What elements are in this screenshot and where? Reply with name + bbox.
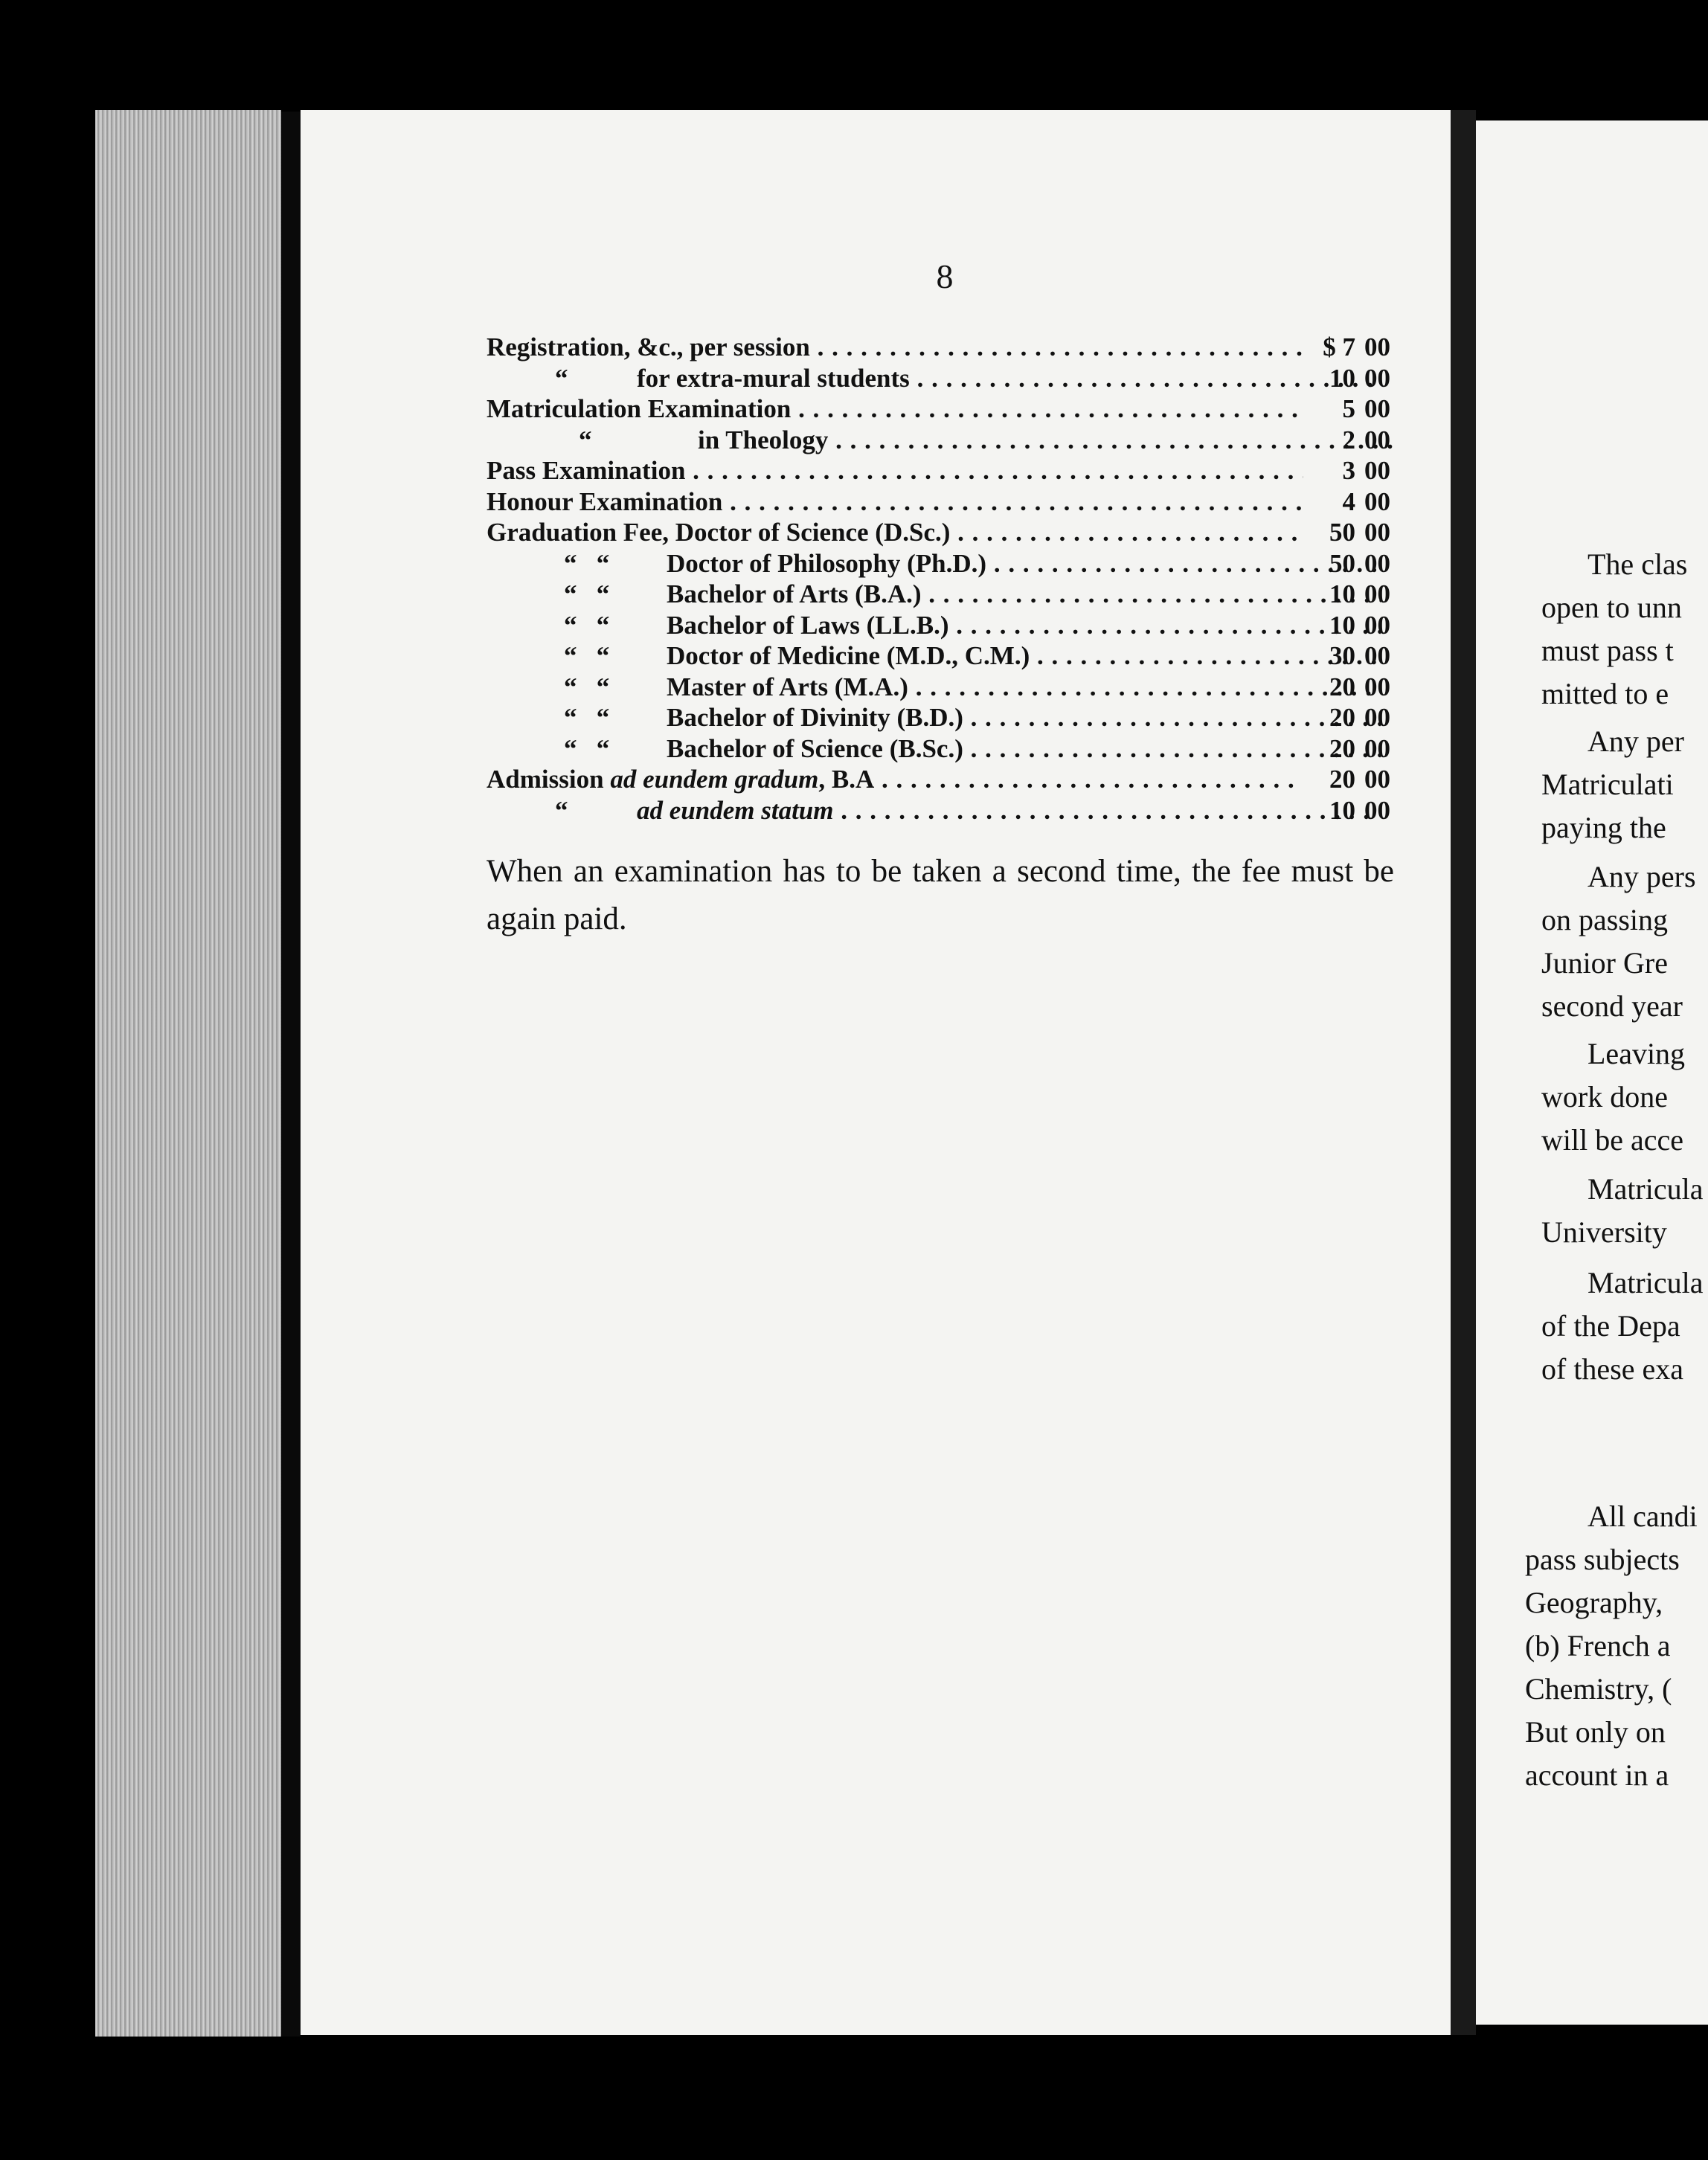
fee-label xyxy=(487,640,1381,672)
ditto-mark: “ xyxy=(555,363,568,393)
fee-cents: 00 xyxy=(1364,518,1390,547)
fee-dollars: 10 xyxy=(1329,579,1355,608)
ditto-mark: “ “ xyxy=(564,733,610,763)
right-page-line: open to unn xyxy=(1541,591,1682,624)
right-page-line: on passing xyxy=(1541,903,1668,936)
fee-label xyxy=(487,517,1303,548)
right-page-line: The clas xyxy=(1587,547,1688,581)
right-page-line: Matricula xyxy=(1587,1266,1704,1299)
right-page-line: of these exa xyxy=(1541,1352,1684,1386)
fee-dollars: 10 xyxy=(1329,795,1355,825)
fee-note: When an examination has to be taken a second time, the fee must be again paid. xyxy=(487,854,1394,936)
right-page-line: All candi xyxy=(1587,1500,1698,1533)
ditto-mark: “ “ xyxy=(564,610,610,640)
fee-label-text: Pass Examination xyxy=(487,456,686,485)
fee-label-text: Honour Examination xyxy=(487,486,723,516)
fee-cents: 00 xyxy=(1364,641,1390,670)
right-page-line: second year xyxy=(1541,989,1683,1023)
fee-dollars: 20 xyxy=(1329,672,1355,701)
fee-row xyxy=(487,548,1394,579)
fee-row xyxy=(487,610,1394,641)
fee-cents: 00 xyxy=(1364,610,1390,640)
fee-cents: 00 xyxy=(1364,795,1390,825)
right-page-line: Matricula xyxy=(1587,1172,1704,1206)
fee-label xyxy=(487,393,1303,425)
fee-cents: 00 xyxy=(1364,765,1390,794)
fee-label xyxy=(487,764,1303,795)
right-page-line: But only on xyxy=(1525,1715,1666,1749)
right-page-line: mitted to e xyxy=(1541,677,1669,710)
fee-label-text: for extra-mural students xyxy=(637,363,910,393)
fee-row xyxy=(487,764,1394,795)
fee-label-text: in Theology xyxy=(698,425,829,454)
fee-dollars: 5 xyxy=(1342,394,1355,423)
right-page-line: (b) French a xyxy=(1525,1629,1671,1662)
right-page-line: University xyxy=(1541,1215,1667,1249)
right-page-line: Junior Gre xyxy=(1541,946,1668,980)
right-page-line: Geography, xyxy=(1525,1586,1663,1619)
fee-label-text: Bachelor of Divinity (B.D.) xyxy=(667,703,963,732)
fee-label xyxy=(487,579,1381,610)
fee-label xyxy=(487,733,1381,765)
fee-dollars: 10 xyxy=(1329,363,1355,393)
fee-row xyxy=(487,363,1394,394)
right-page-line: Any pers xyxy=(1587,860,1696,893)
fee-label xyxy=(487,702,1381,733)
right-page-line: Chemistry, ( xyxy=(1525,1672,1672,1706)
fee-row xyxy=(487,455,1394,486)
fee-dollars: 3 xyxy=(1342,456,1355,485)
fee-dollars: 20 xyxy=(1329,703,1355,732)
fee-cents: 00 xyxy=(1364,548,1390,578)
fee-label xyxy=(487,548,1381,579)
right-page-line: must pass t xyxy=(1541,634,1674,667)
fee-row xyxy=(487,517,1394,548)
fee-row xyxy=(487,795,1394,826)
fee-dollars: 50 xyxy=(1329,548,1355,578)
fee-label xyxy=(487,610,1381,641)
fee-cents: 00 xyxy=(1364,332,1390,361)
fee-label-italic: ad eundem statum xyxy=(637,795,834,825)
fee-cents: 00 xyxy=(1364,733,1390,763)
fee-label-text: Bachelor of Laws (LL.B.) xyxy=(667,610,949,640)
fee-label-text: Registration, &c., per session xyxy=(487,332,810,361)
fee-dollars: 2 xyxy=(1342,425,1355,454)
ditto-mark: “ xyxy=(579,425,592,454)
ditto-mark: “ xyxy=(555,795,568,825)
fee-row xyxy=(487,640,1394,672)
fee-cents: 00 xyxy=(1364,456,1390,485)
fee-cents: 00 xyxy=(1364,486,1390,516)
right-page-line: of the Depa xyxy=(1541,1309,1680,1343)
page-border xyxy=(281,112,301,2037)
fee-label xyxy=(487,795,1372,826)
fee-label xyxy=(487,486,1303,518)
fee-label xyxy=(487,425,1396,456)
fee-label-text: Bachelor of Science (B.Sc.) xyxy=(667,733,963,763)
fee-label xyxy=(487,672,1381,703)
fee-cents: 00 xyxy=(1364,394,1390,423)
fee-label-text: Master of Arts (M.A.) xyxy=(667,672,908,701)
right-page-line: paying the xyxy=(1541,811,1666,844)
ditto-mark: “ “ xyxy=(564,641,610,670)
book-gutter xyxy=(1451,110,1476,2035)
right-page-line: Leaving xyxy=(1587,1037,1686,1070)
ditto-mark: “ “ xyxy=(564,672,610,701)
fee-cents: 00 xyxy=(1364,703,1390,732)
right-page-line: Matriculati xyxy=(1541,768,1674,801)
fee-cents: 00 xyxy=(1364,672,1390,701)
fee-dollars: 20 xyxy=(1329,765,1355,794)
right-page-line: pass subjects xyxy=(1525,1543,1680,1576)
fee-dollars: 10 xyxy=(1329,610,1355,640)
fee-row xyxy=(487,393,1394,425)
fee-label-text: Graduation Fee, Doctor of Science (D.Sc.) xyxy=(487,518,951,547)
fee-row xyxy=(487,733,1394,765)
right-page-line: Any per xyxy=(1587,724,1684,758)
fee-label-text: Matriculation Examination xyxy=(487,394,792,423)
fee-label-text: Admission xyxy=(487,765,611,794)
right-page-line: work done xyxy=(1541,1080,1668,1113)
right-page-line: will be acce xyxy=(1541,1123,1683,1157)
fee-schedule-table xyxy=(487,332,1394,826)
fee-label xyxy=(487,363,1372,394)
ditto-mark: “ “ xyxy=(564,579,610,608)
right-page xyxy=(1476,120,1708,2025)
fee-cents: 00 xyxy=(1364,579,1390,608)
fee-label-text: Doctor of Medicine (M.D., C.M.) xyxy=(667,641,1030,670)
fee-dollars: 4 xyxy=(1342,486,1355,516)
fee-row xyxy=(487,425,1394,456)
fee-row xyxy=(487,579,1394,610)
fee-label xyxy=(487,332,1303,363)
fee-row xyxy=(487,486,1394,518)
ditto-mark: “ “ xyxy=(564,548,610,578)
fee-label-italic: ad eundem gradum xyxy=(610,765,819,794)
fee-cents: 00 xyxy=(1364,363,1390,393)
fee-dollars: 20 xyxy=(1329,733,1355,763)
page-number: 8 xyxy=(936,257,954,295)
fee-dollars: $ 7 xyxy=(1323,332,1355,361)
fee-row xyxy=(487,332,1394,363)
fee-dollars: 50 xyxy=(1329,518,1355,547)
ditto-mark: “ “ xyxy=(564,703,610,732)
fee-cents: 00 xyxy=(1364,425,1390,454)
fee-label xyxy=(487,455,1303,486)
fee-label-text: Doctor of Philosophy (Ph.D.) xyxy=(667,548,987,578)
fee-row xyxy=(487,672,1394,703)
book-page-edges xyxy=(95,110,281,2037)
fee-row xyxy=(487,702,1394,733)
fee-label-text: Bachelor of Arts (B.A.) xyxy=(667,579,922,608)
fee-label-text: , B.A xyxy=(818,765,875,794)
right-page-line: account in a xyxy=(1525,1758,1669,1792)
fee-dollars: 30 xyxy=(1329,641,1355,670)
